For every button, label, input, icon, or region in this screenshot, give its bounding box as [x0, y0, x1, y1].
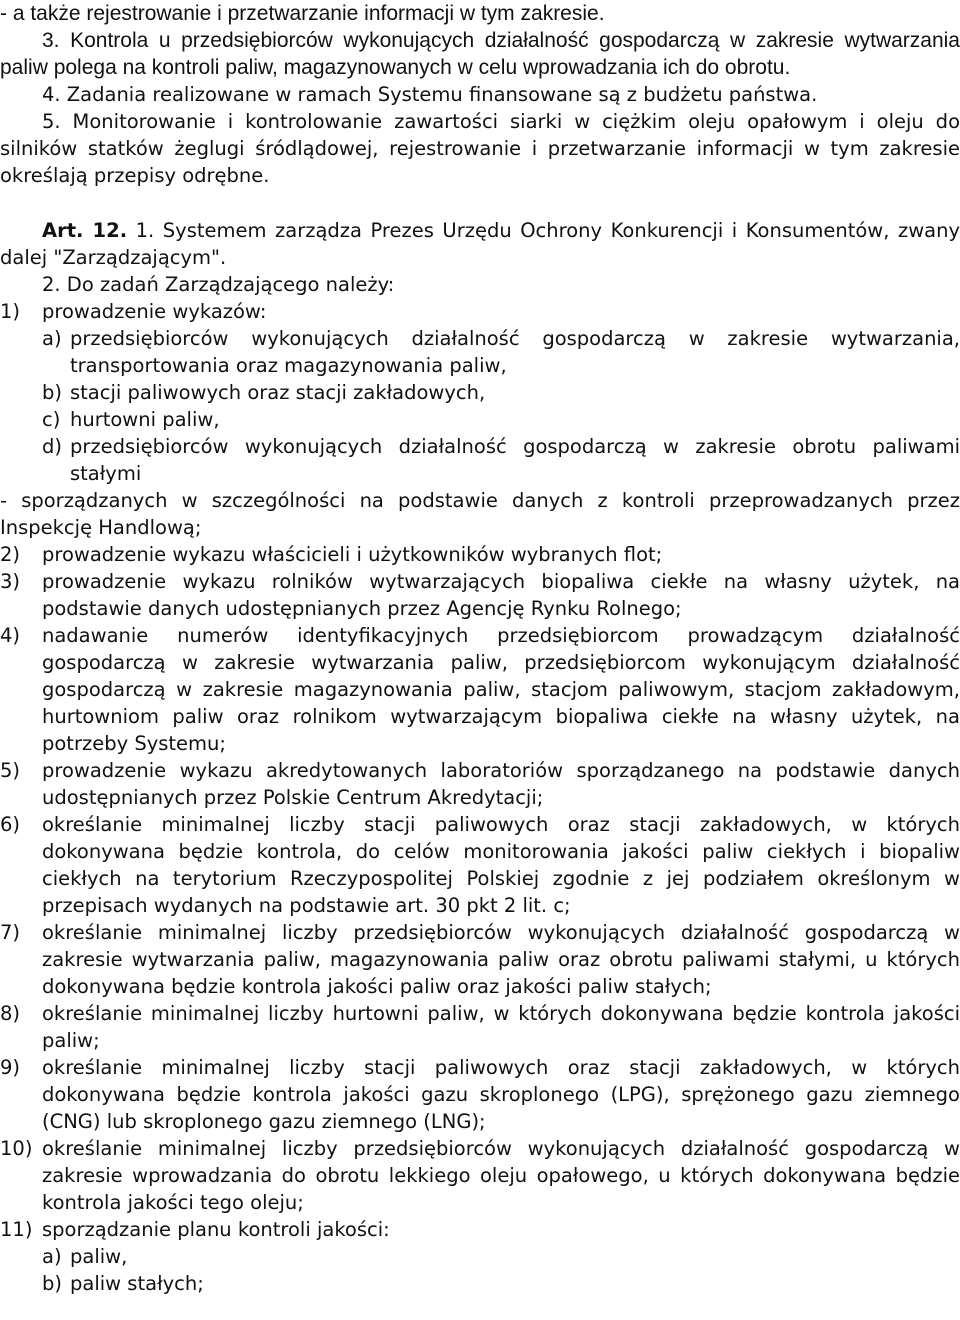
list-item-2 — [0, 541, 960, 568]
list-text: prowadzenie wykazu akredytowanych laboratoriów sporządzanego na podstawie danych udostępnianych przez Polskie Centrum Akredytacji; — [42, 759, 960, 809]
article-12-paragraph-1 — [0, 217, 960, 271]
sub-text: przedsiębiorców wykonujących działalność gospodarczą w zakresie obrotu paliwami stałymi — [70, 435, 960, 485]
list-item-5 — [0, 757, 960, 811]
list-number: 7) — [0, 921, 21, 944]
article-label: Art. 12. — [42, 219, 128, 242]
sub-text: stacji paliwowych oraz stacji zakładowych, — [70, 381, 486, 404]
list-text: określanie minimalnej liczby stacji paliwowych oraz stacji zakładowych, w których dokonywana będzie kontrola jakości gazu skroplonego (LPG), sprężonego gazu ziemnego (CNG) lub skroplonego gazu ziemnego (LNG); — [42, 1056, 960, 1133]
list-number: 3) — [0, 570, 21, 593]
list-text: określanie minimalnej liczby przedsiębiorców wykonujących działalność gospodarczą w zakresie wytwarzania paliw, magazynowania paliw oraz obrotu paliwami stałymi, u których dokonywana będzie kontrola jakości paliw oraz jakości paliw stałych; — [42, 921, 960, 998]
list-number: 4) — [0, 624, 21, 647]
sub-item-11a — [0, 1243, 960, 1270]
paragraph-4: 4. Zadania realizowane w ramach Systemu finansowane są z budżetu państwa. — [42, 83, 818, 106]
list-number: 5) — [0, 759, 21, 782]
list-item-11 — [0, 1216, 960, 1243]
list-text: określanie minimalnej liczby stacji paliwowych oraz stacji zakładowych, w których dokonywana będzie kontrola, do celów monitorowania jakości paliw ciekłych i biopaliw ciekłych na terytorium Rzeczypospolitej Polskiej zgodnie z jej podziałem określonym w przepisach wydanych na podstawie art. 30 pkt 2 lit. c; — [42, 813, 960, 917]
list-item-8 — [0, 1000, 960, 1054]
sub-number: b) — [42, 1272, 62, 1295]
list-text: prowadzenie wykazu właścicieli i użytkowników wybranych flot; — [42, 543, 663, 566]
paragraph-5: 5. Monitorowanie i kontrolowanie zawartości siarki w ciężkim oleju opałowym i oleju do silników statków żeglugi śródlądowej, rejestrowanie i przetwarzanie informacji w tym zakresie określają przepisy odrębne. — [0, 110, 960, 187]
sub-text: przedsiębiorców wykonujących działalność gospodarczą w zakresie wytwarzania, transportowania oraz magazynowania paliw, — [70, 327, 960, 377]
sub-number: a) — [42, 327, 62, 350]
list-number: 6) — [0, 813, 21, 836]
list-text: określanie minimalnej liczby przedsiębiorców wykonujących działalność gospodarczą w zakresie wprowadzania do obrotu lekkiego oleju opałowego, u których dokonywana będzie kontrola jakości tego oleju; — [42, 1137, 960, 1214]
list-number: 9) — [0, 1056, 21, 1079]
sub-item-a — [0, 325, 960, 379]
sub-item-b — [0, 379, 960, 406]
list-text: określanie minimalnej liczby hurtowni paliw, w których dokonywana będzie kontrola jakości paliw; — [42, 1002, 960, 1052]
list-item-10 — [0, 1135, 960, 1216]
list-item-7 — [0, 919, 960, 1000]
list-text: prowadzenie wykazu rolników wytwarzających biopaliwa ciekłe na własny użytek, na podstawie danych udostępnianych przez Agencję Rynku Rolnego; — [42, 570, 960, 620]
list-text: prowadzenie wykazów: — [42, 300, 267, 323]
sub-text: hurtowni paliw, — [70, 408, 220, 431]
list-item-9 — [0, 1054, 960, 1135]
sub-text: paliw stałych; — [70, 1272, 204, 1295]
sub-number: a) — [42, 1245, 62, 1268]
list-item-3 — [0, 568, 960, 622]
sub-number: b) — [42, 381, 62, 404]
sub-number: c) — [42, 408, 61, 431]
sub-item-11b — [0, 1270, 960, 1297]
article-12-text: 1. Systemem zarządza Prezes Urzędu Ochrony Konkurencji i Konsumentów, zwany dalej "Zarządzającym". — [0, 219, 960, 269]
list-number: 1) — [0, 300, 21, 323]
paragraph-continuation: - a także rejestrowanie i przetwarzanie informacji w tym zakresie. — [0, 2, 605, 25]
sub-item-c — [0, 406, 960, 433]
list-number: 11) — [0, 1218, 33, 1241]
list-text: nadawanie numerów identyfikacyjnych przedsiębiorcom prowadzącym działalność gospodarczą w zakresie wytwarzania paliw, przedsiębiorcom wykonującym działalność gospodarczą w zakresie magazynowania paliw, stacjom paliwowym, stacjom zakładowym, hurtowniom paliw oraz rolnikom wytwarzającym biopaliwa ciekłe na własny użytek, na potrzeby Systemu; — [42, 624, 960, 755]
dash-paragraph: - sporządzanych w szczególności na podstawie danych z kontroli przeprowadzanych przez Inspekcję Handlową; — [0, 489, 960, 539]
sub-text: paliw, — [70, 1245, 128, 1268]
list-item-4 — [0, 622, 960, 757]
list-number: 8) — [0, 1002, 21, 1025]
list-item-6 — [0, 811, 960, 919]
spacer — [0, 189, 960, 217]
article-12-paragraph-2: 2. Do zadań Zarządzającego należy: — [42, 273, 395, 296]
list-item-1 — [0, 298, 960, 325]
list-number: 10) — [0, 1137, 33, 1160]
list-number: 2) — [0, 543, 21, 566]
sub-item-d — [0, 433, 960, 487]
list-text: sporządzanie planu kontroli jakości: — [42, 1218, 390, 1241]
sub-number: d) — [42, 435, 62, 458]
paragraph-3: 3. Kontrola u przedsiębiorców wykonujących działalność gospodarczą w zakresie wytwarzania paliw polega na kontroli paliw, magazynowanych w celu wprowadzania ich do obrotu. — [0, 29, 960, 79]
